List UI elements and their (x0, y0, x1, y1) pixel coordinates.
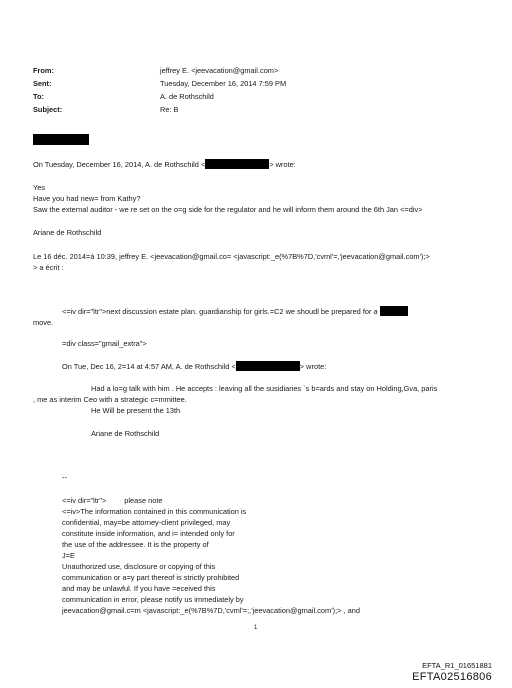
le16-line: Le 16 déc. 2014=à 10:39, jeffrey E. <jeevacation@gmail.co= <javascript:_e(%7B%7D,'cvml'=,'jeevacation@gmail.com');> (33, 252, 430, 261)
page-number: 1 (254, 625, 258, 631)
redaction-email-2 (236, 361, 300, 371)
quote-header-2-pre: On Tue, Dec 16, 2=14 at 4:57 AM, A. de Rothschild < (62, 362, 236, 371)
talk-line-1: Had a lo=g talk with him . He accepts : leaving all the susidiaries `s b=ards and stay on Holding,Gva, paris (91, 384, 438, 393)
signature-1: Ariane de Rothschild (33, 228, 102, 237)
move-line: move. (33, 318, 54, 327)
disclaimer-line: J=E (62, 551, 75, 560)
next-discussion-line (62, 306, 408, 316)
disclaimer-line: constitute inside information, and i= intended only for (62, 529, 235, 538)
quote-header-1-post: > wrote: (269, 160, 296, 169)
auditor-line: Saw the external auditor - we re set on the o=g side for the regulator and he will inform them around the 6th Jan <=div> (33, 205, 423, 214)
to-label: To: (33, 92, 44, 101)
had-news-line: Have you had new= from Kathy? (33, 194, 141, 203)
quote-header-1-pre: On Tuesday, December 16, 2014, A. de Rothschild < (33, 160, 206, 169)
please-note-prefix: <=iv dir="ltr"> (62, 496, 107, 505)
please-note-line (62, 496, 163, 505)
quote-header-2 (62, 361, 326, 371)
dashes-line: -- (62, 473, 67, 482)
disclaimer-line: Unauthorized use, disclosure or copying of this (62, 562, 216, 571)
quote-header-2-post: > wrote: (299, 362, 327, 371)
redaction-word (380, 306, 408, 316)
from-value: jeffrey E. <jeevacation@gmail.com> (160, 66, 279, 75)
sent-value: Tuesday, December 16, 2014 7:59 PM (160, 79, 287, 88)
subject-value: Re: B (160, 105, 179, 114)
talk-line-2: , me as interim Ceo with a strategic c=mmittee. (33, 395, 187, 404)
to-value: A. de Rothschild (160, 92, 214, 101)
redaction-block (33, 134, 89, 145)
redaction-email-1 (205, 159, 269, 169)
disclaimer-line: <=iv>The information contained in this communication is (62, 507, 247, 516)
disclaimer-line: jeevacation@gmail.c=m <javascript:_e(%7B%7D,'cvml'=;,'jeevacation@gmail.com');> , and (62, 606, 360, 615)
div-class-line: =div class="gmail_extra"> (62, 339, 147, 348)
footer-id-small: EFTA_R1_01651881 (422, 661, 492, 670)
please-note-text: please note (124, 496, 163, 505)
sent-label: Sent: (33, 79, 52, 88)
present-line: He Will be present the 13th (91, 406, 181, 415)
next-discussion-text: <=iv dir="ltr">next discussion estate plan. guardianship for girls.=C2 we shoudl be prepared for a (62, 307, 378, 316)
yes-line: Yes (33, 183, 46, 192)
footer-id-large: EFTA02516806 (412, 671, 492, 683)
from-label: From: (33, 66, 54, 75)
disclaimer-line: confidential, may=be attorney-client privileged, may (62, 518, 231, 527)
quote-header-1 (33, 159, 296, 169)
disclaimer-line: communication or a=y part thereof is strictly prohibited (62, 573, 240, 582)
disclaimer-line: the use of the addressee. It is the property of (62, 540, 209, 549)
disclaimer-line: communication in error, please notify us immediately by (62, 595, 244, 604)
disclaimer-line: and may be unlawful. If you have =eceived this (62, 584, 216, 593)
subject-label: Subject: (33, 105, 63, 114)
signature-2: Ariane de Rothschild (91, 429, 160, 438)
a-ecrit-line: > a écrit : (33, 263, 64, 272)
